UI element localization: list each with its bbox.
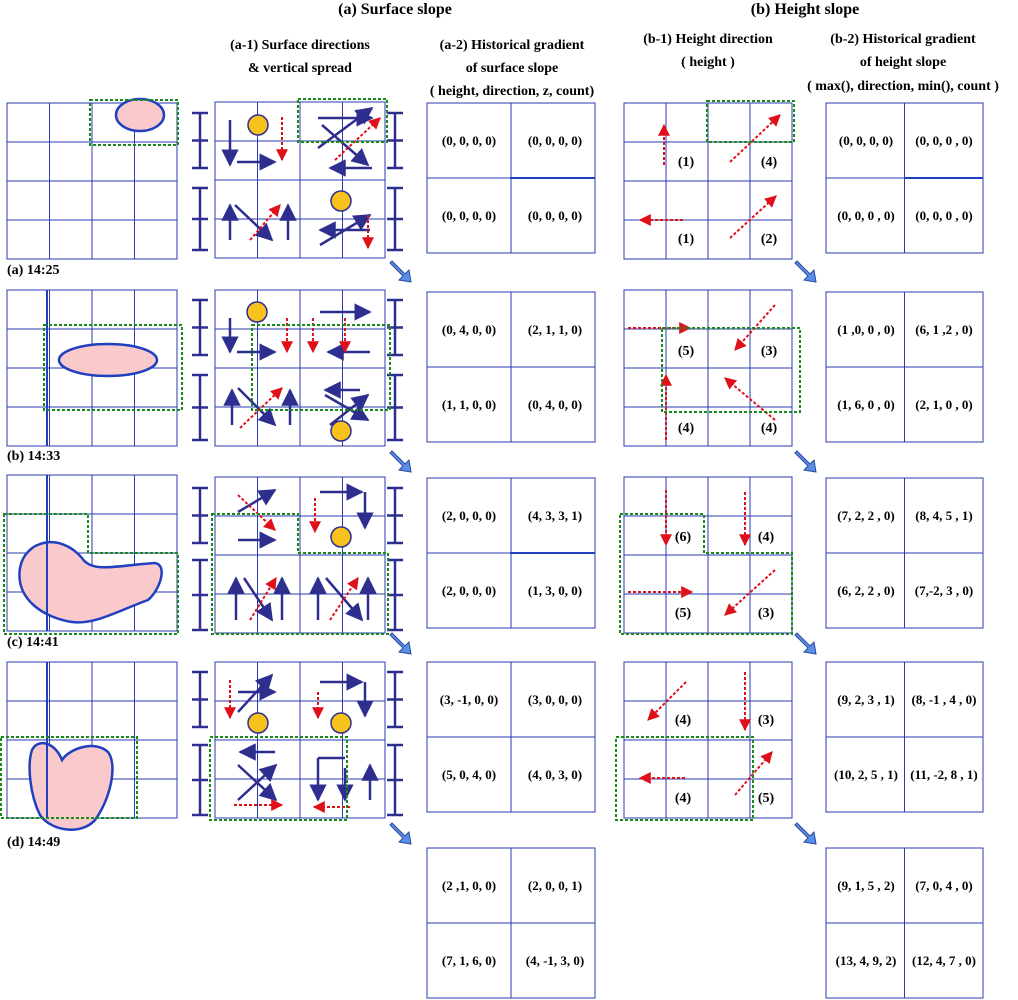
height-direction-label: (5) bbox=[757, 791, 775, 806]
surface-gradient-cell: (2 ,1, 0, 0) bbox=[441, 878, 497, 893]
height-direction-label: (1) bbox=[677, 232, 695, 247]
sphere-icon bbox=[247, 302, 267, 322]
surface-gradient-cell: (0, 4, 0, 0) bbox=[527, 397, 583, 412]
vertical-spread-bracket bbox=[387, 560, 403, 630]
height-gradient-cell: (10, 2, 5 , 1) bbox=[834, 767, 898, 782]
surface-gradient-cell: (0, 0, 0, 0) bbox=[441, 208, 497, 223]
surface-gradient-cell: (4, 3, 3, 1) bbox=[527, 508, 583, 523]
time-label-1: (a) 14:25 bbox=[7, 263, 60, 278]
height-gradient-cell: (6, 1 ,2 , 0) bbox=[915, 322, 973, 337]
vertical-spread-bracket bbox=[192, 113, 208, 168]
sphere-icon bbox=[331, 421, 351, 441]
vertical-spread-bracket bbox=[192, 745, 208, 815]
direction-arrows-p1 bbox=[230, 108, 380, 248]
height-gradient-cell: (8, 4, 5 , 1) bbox=[915, 508, 973, 523]
sphere-icon bbox=[248, 713, 268, 733]
connector-arrow-icon bbox=[795, 451, 816, 472]
surface-gradient-cell: (0, 4, 0, 0) bbox=[441, 322, 497, 337]
vertical-spread-bracket bbox=[192, 300, 208, 355]
height-gradient-cell: (7,-2, 3 , 0) bbox=[914, 583, 974, 598]
sphere-icon bbox=[331, 191, 351, 211]
surface-gradient-cell: (0, 0, 0, 0) bbox=[441, 133, 497, 148]
header-b2-line1: (b-2) Historical gradient bbox=[830, 32, 976, 47]
direction-grid-3 bbox=[215, 477, 385, 633]
surface-gradient-cell: (1, 3, 0, 0) bbox=[527, 583, 583, 598]
height-direction-label: (4) bbox=[757, 530, 775, 545]
header-a1-line1: (a-1) Surface directions bbox=[230, 38, 370, 53]
height-gradient-cell: (7, 2, 2 , 0) bbox=[837, 508, 895, 523]
header-surface-slope: (a) Surface slope bbox=[338, 1, 452, 18]
height-gradient-cell: (0, 0, 0, 0) bbox=[838, 133, 894, 148]
blob-grids bbox=[1, 99, 182, 850]
vertical-spread-bracket bbox=[192, 672, 208, 727]
height-direction-label: (3) bbox=[757, 606, 775, 621]
surface-gradient-cell: (2, 1, 1, 0) bbox=[527, 322, 583, 337]
height-table-2 bbox=[826, 292, 983, 442]
surface-gradient-cell: (2, 0, 0, 0) bbox=[441, 508, 497, 523]
surface-gradient-cell: (4, -1, 3, 0) bbox=[525, 953, 585, 968]
surface-gradient-cell: (1, 1, 0, 0) bbox=[441, 397, 497, 412]
connector-arrow-icon bbox=[795, 261, 816, 282]
connector-arrow-icon bbox=[390, 823, 411, 844]
height-table-3 bbox=[826, 478, 983, 628]
height-gradient-cell: (9, 1, 5 , 2) bbox=[837, 878, 895, 893]
height-direction-label: (3) bbox=[757, 713, 775, 728]
height-gradient-cell: (8, -1 , 4 , 0) bbox=[911, 692, 977, 707]
surface-table-5 bbox=[427, 848, 595, 998]
header-a2-line3: ( height, direction, z, count) bbox=[429, 84, 595, 99]
height-gradient-cell: (6, 2, 2 , 0) bbox=[837, 583, 895, 598]
vertical-spread-bracket bbox=[387, 188, 403, 250]
height-direction-label: (2) bbox=[760, 232, 778, 247]
height-direction-label: (4) bbox=[677, 421, 695, 436]
height-gradient-cell: (1 ,0, 0 , 0) bbox=[837, 322, 895, 337]
green-dotted-region bbox=[662, 328, 800, 412]
height-direction-grids bbox=[616, 101, 800, 820]
connector-arrow-icon bbox=[390, 633, 411, 654]
connector-arrow-icon bbox=[795, 823, 816, 844]
surface-gradient-cell: (3, 0, 0, 0) bbox=[527, 692, 583, 707]
direction-grids bbox=[192, 99, 403, 820]
direction-grid-2 bbox=[215, 290, 385, 446]
height-gradient-cell: (0, 0, 0 , 0) bbox=[915, 133, 973, 148]
vertical-spread-bracket bbox=[387, 672, 403, 727]
height-direction-label: (6) bbox=[674, 530, 692, 545]
direction-grid-4 bbox=[215, 662, 385, 818]
height-direction-label: (1) bbox=[677, 155, 695, 170]
surface-gradient-cell: (7, 1, 6, 0) bbox=[441, 953, 497, 968]
height-table-5 bbox=[826, 848, 983, 998]
vertical-spread-bracket bbox=[192, 375, 208, 440]
sphere-icon bbox=[331, 713, 351, 733]
height-direction-label: (4) bbox=[760, 421, 778, 436]
height-direction-label: (5) bbox=[674, 606, 692, 621]
vertical-spread-bracket bbox=[192, 488, 208, 543]
time-label-2: (b) 14:33 bbox=[7, 449, 61, 464]
header-b1-line1: (b-1) Height direction bbox=[643, 32, 773, 47]
direction-grid-1 bbox=[215, 102, 385, 258]
height-gradient-cell: (7, 0, 4 , 0) bbox=[915, 878, 973, 893]
sphere-icon bbox=[331, 527, 351, 547]
height-gradient-cell: (12, 4, 7 , 0) bbox=[912, 953, 976, 968]
header-b2-line3: ( max(), direction, min(), count ) bbox=[807, 79, 999, 94]
sphere-icon bbox=[248, 115, 268, 135]
height-direction-label: (3) bbox=[760, 344, 778, 359]
echo-blob-3 bbox=[19, 542, 161, 622]
height-direction-label: (5) bbox=[677, 344, 695, 359]
header-b1-line2: ( height ) bbox=[681, 55, 735, 70]
height-gradient-cell: (13, 4, 9, 2) bbox=[835, 953, 897, 968]
surface-gradient-cell: (2, 0, 0, 0) bbox=[441, 583, 497, 598]
vertical-spread-bracket bbox=[192, 560, 208, 630]
header-a1-line2: & vertical spread bbox=[248, 61, 352, 76]
vertical-spread-bracket bbox=[387, 745, 403, 815]
height-direction-label: (4) bbox=[674, 791, 692, 806]
echo-blob-2 bbox=[59, 344, 157, 376]
time-label-3: (c) 14:41 bbox=[7, 635, 59, 650]
surface-gradient-cell: (3, -1, 0, 0) bbox=[439, 692, 499, 707]
height-gradient-tables bbox=[826, 103, 983, 998]
vertical-spread-bracket bbox=[387, 113, 403, 168]
surface-gradient-cell: (0, 0, 0, 0) bbox=[527, 133, 583, 148]
header-b2-line2: of height slope bbox=[859, 55, 947, 70]
height-gradient-cell: (9, 2, 3 , 1) bbox=[837, 692, 895, 707]
height-gradient-cell: (11, -2, 8 , 1) bbox=[910, 767, 978, 782]
surface-gradient-cell: (0, 0, 0, 0) bbox=[527, 208, 583, 223]
height-gradient-cell: (1, 6, 0 , 0) bbox=[837, 397, 895, 412]
header-a2-line1: (a-2) Historical gradient bbox=[439, 38, 585, 53]
height-direction-label: (4) bbox=[674, 713, 692, 728]
connector-arrow-icon bbox=[390, 261, 411, 282]
connector-arrow-icon bbox=[795, 633, 816, 654]
surface-table-2 bbox=[427, 292, 595, 442]
surface-gradient-cell: (4, 0, 3, 0) bbox=[527, 767, 583, 782]
vertical-spread-bracket bbox=[192, 188, 208, 250]
connector-arrow-icon bbox=[390, 451, 411, 472]
surface-gradient-tables bbox=[427, 103, 595, 998]
vertical-spread-bracket bbox=[387, 488, 403, 543]
height-gradient-cell: (0, 0, 0 , 0) bbox=[915, 208, 973, 223]
surface-gradient-cell: (2, 0, 0, 1) bbox=[527, 878, 583, 893]
header-a2-line2: of surface slope bbox=[465, 61, 559, 76]
height-gradient-cell: (2, 1, 0 , 0) bbox=[915, 397, 973, 412]
height-direction-label: (4) bbox=[760, 155, 778, 170]
echo-blob-1 bbox=[116, 99, 164, 131]
surface-table-4 bbox=[427, 662, 595, 812]
echo-blob-4 bbox=[30, 743, 113, 830]
header-height-slope: (b) Height slope bbox=[750, 1, 860, 18]
height-gradient-cell: (0, 0, 0 , 0) bbox=[837, 208, 895, 223]
time-label-4: (d) 14:49 bbox=[7, 835, 61, 850]
surface-gradient-cell: (5, 0, 4, 0) bbox=[441, 767, 497, 782]
height-table-4 bbox=[826, 662, 983, 812]
